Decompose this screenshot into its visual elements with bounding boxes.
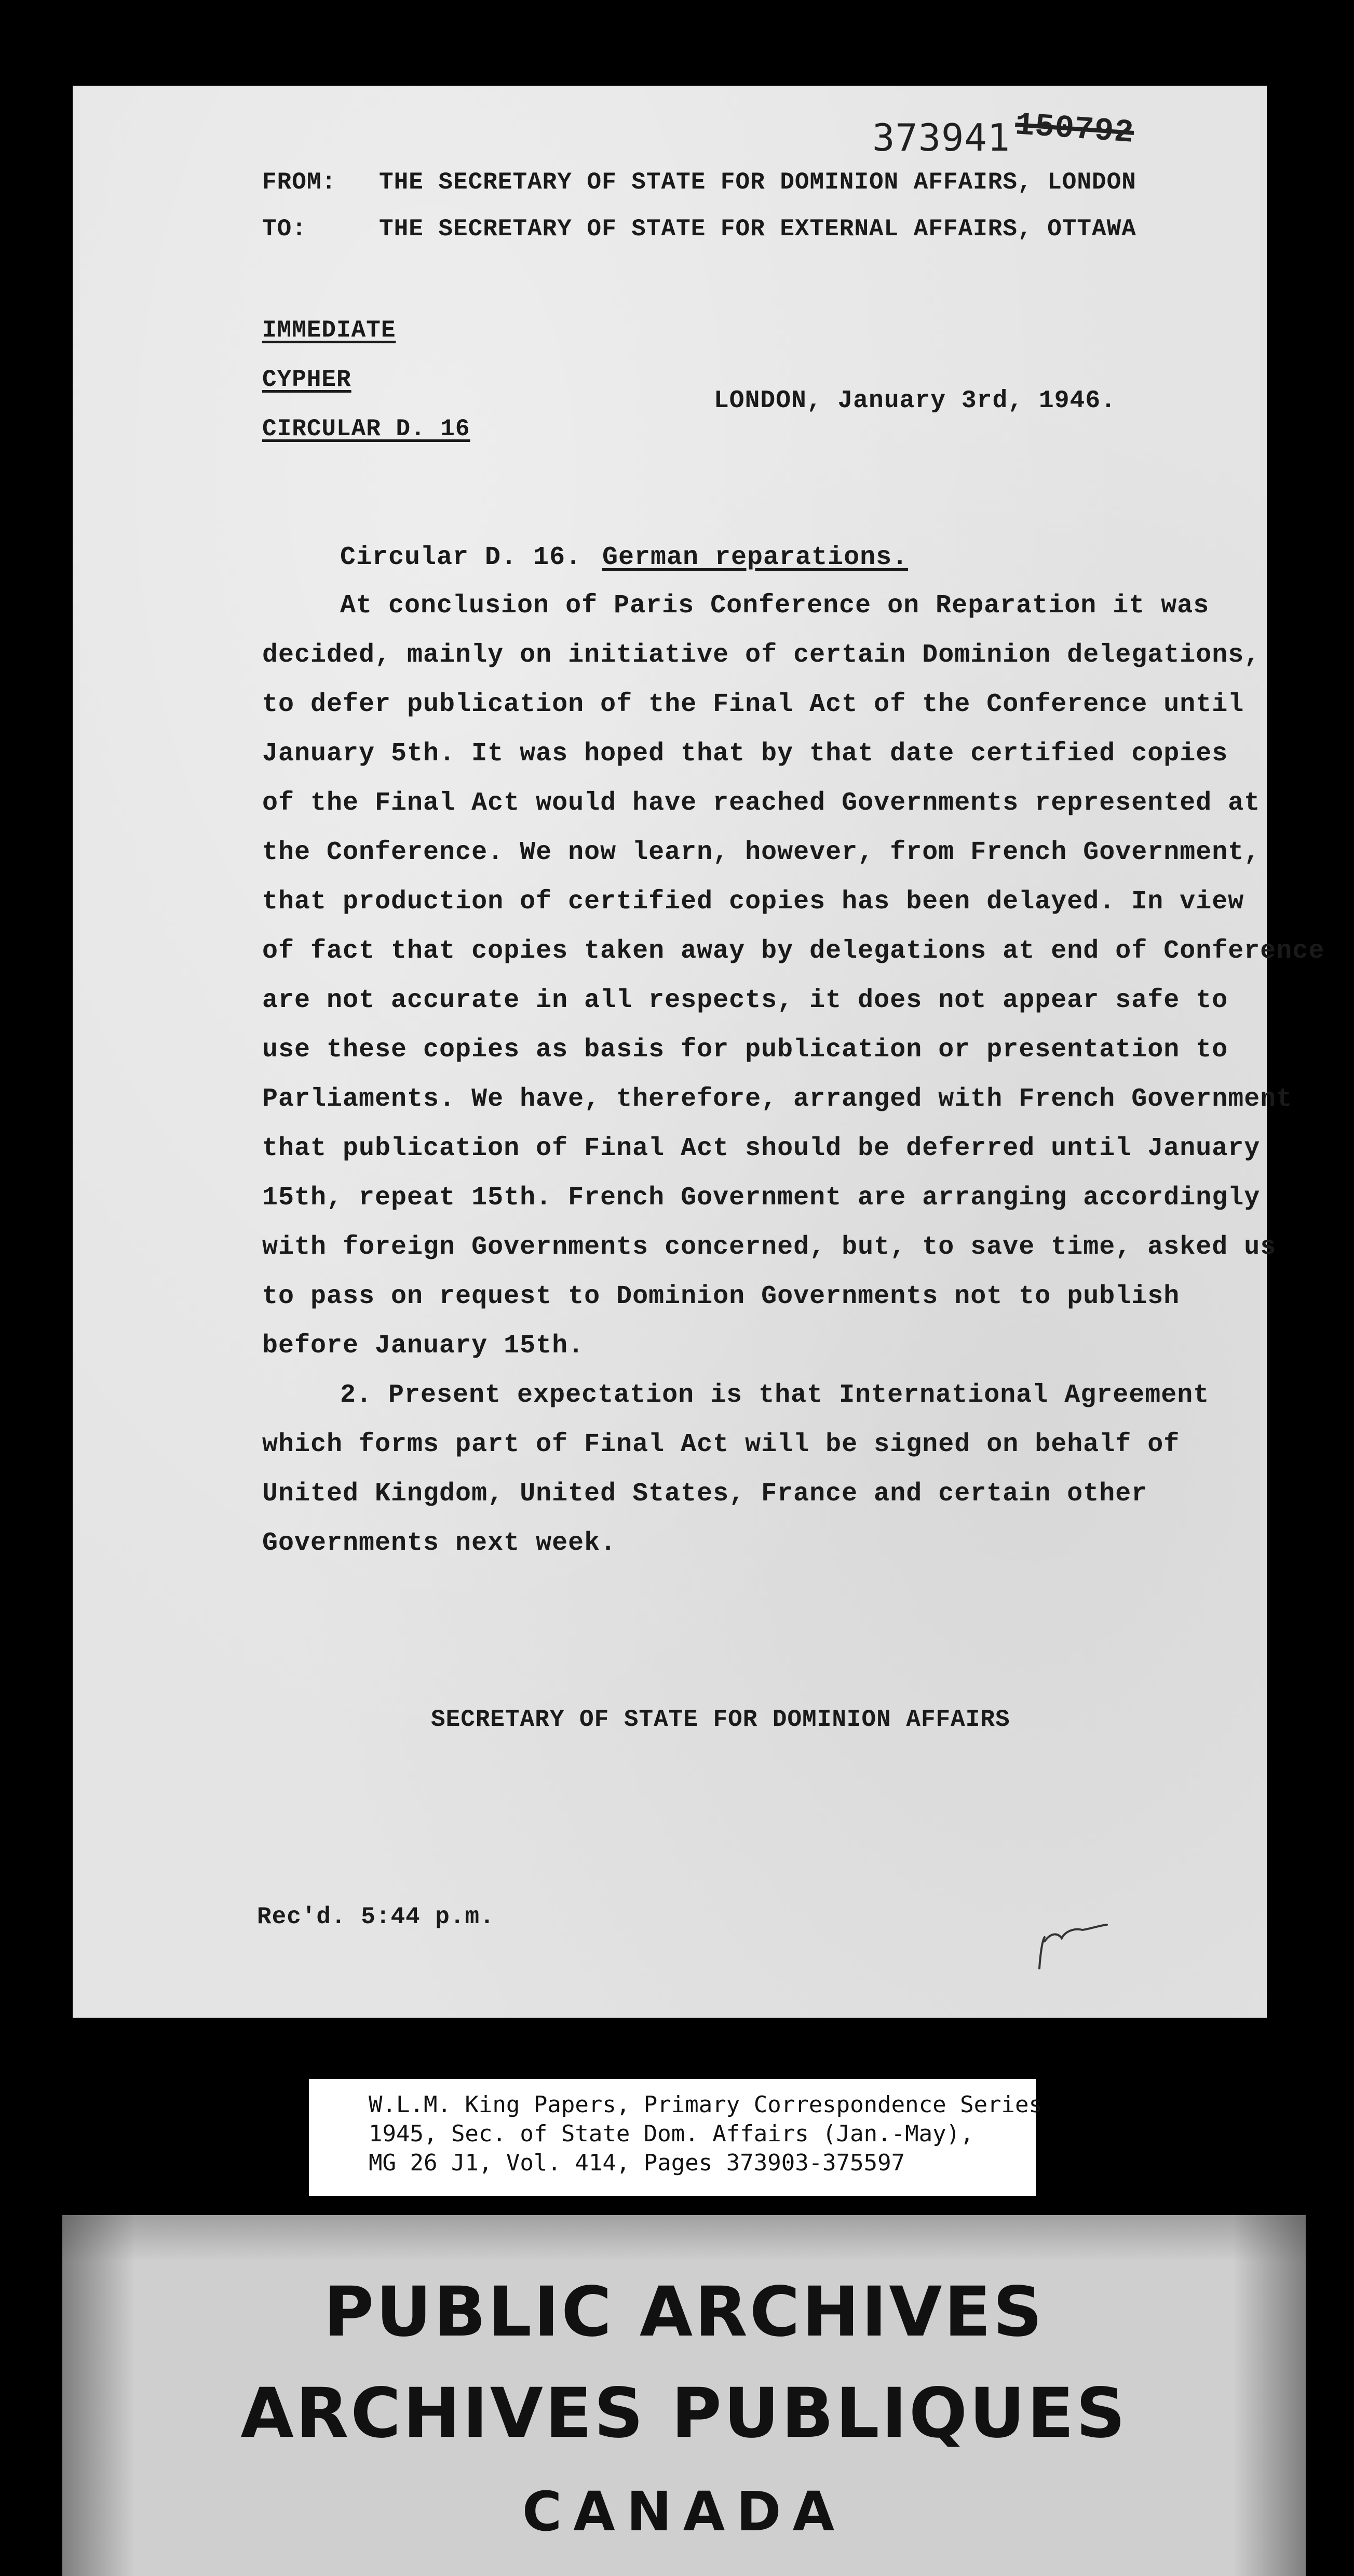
body-line: Governments next week. — [262, 1528, 617, 1558]
signature: SECRETARY OF STATE FOR DOMINION AFFAIRS — [431, 1706, 1010, 1733]
citation-line: 1945, Sec. of State Dom. Affairs (Jan.-May), — [369, 2121, 974, 2147]
document-page — [73, 86, 1325, 2018]
body-line: with foreign Governments concerned, but, to save time, asked us — [262, 1232, 1277, 1262]
body-line: that publication of Final Act should be deferred until January — [262, 1134, 1261, 1163]
body-line: January 5th. It was hoped that by that date certified copies — [262, 739, 1228, 769]
classification-immediate: IMMEDIATE — [262, 317, 396, 344]
body-line: before January 15th. — [262, 1331, 585, 1361]
body-line: 2. Present expectation is that International Agreement — [340, 1380, 1210, 1410]
subject: German reparations. — [602, 543, 909, 572]
body-line: of fact that copies taken away by delegations at end of Conference — [262, 936, 1325, 966]
body-line: 15th, repeat 15th. French Government are arranging accordingly — [262, 1183, 1261, 1213]
body-line: decided, mainly on initiative of certain Dominion delegations, — [262, 640, 1261, 670]
received-time: Rec'd. 5:44 p.m. — [257, 1903, 495, 1930]
handwritten-initials-icon — [1033, 1916, 1111, 1974]
body-line: that production of certified copies has been delayed. In view — [262, 887, 1244, 917]
body-line: At conclusion of Paris Conference on Reparation it was — [340, 591, 1210, 621]
classification-circular: CIRCULAR D. 16 — [262, 415, 470, 442]
body-line: are not accurate in all respects, it does not appear safe to — [262, 986, 1228, 1015]
document-number: 373941 — [872, 116, 1011, 159]
archive-stamp-country: CANADA — [522, 2480, 846, 2543]
citation-line: MG 26 J1, Vol. 414, Pages 373903-375597 — [369, 2150, 905, 2176]
to-label: TO: — [262, 216, 307, 243]
body-line: United Kingdom, United States, France and certain other — [262, 1479, 1148, 1509]
archive-stamp-english: PUBLIC ARCHIVES — [323, 2272, 1045, 2352]
body-line: which forms part of Final Act will be signed on behalf of — [262, 1430, 1180, 1459]
citation-label — [309, 2079, 1043, 2196]
archive-stamp-french: ARCHIVES PUBLIQUES — [240, 2373, 1128, 2453]
subject-prefix: Circular D. 16. — [340, 543, 582, 572]
body-line: the Conference. We now learn, however, from French Government, — [262, 838, 1261, 867]
place-date: LONDON, January 3rd, 1946. — [714, 387, 1116, 415]
classification-cypher: CYPHER — [262, 366, 351, 393]
to-value: THE SECRETARY OF STATE FOR EXTERNAL AFFAIRS, OTTAWA — [379, 216, 1136, 243]
body-line: to defer publication of the Final Act of the Conference until — [262, 690, 1244, 719]
from-label: FROM: — [262, 169, 337, 196]
body-line: Parliaments. We have, therefore, arranged with French Government — [262, 1084, 1293, 1114]
struck-document-number: 150792 — [1013, 106, 1135, 152]
archive-stamp — [62, 2215, 1306, 2576]
body-line: to pass on request to Dominion Governments not to publish — [262, 1282, 1180, 1311]
body-line: of the Final Act would have reached Governments represented at — [262, 788, 1261, 818]
from-value: THE SECRETARY OF STATE FOR DOMINION AFFAIRS, LONDON — [379, 169, 1136, 196]
citation-line: W.L.M. King Papers, Primary Correspondence Series — [369, 2091, 1043, 2118]
body-line: use these copies as basis for publication or presentation to — [262, 1035, 1228, 1065]
